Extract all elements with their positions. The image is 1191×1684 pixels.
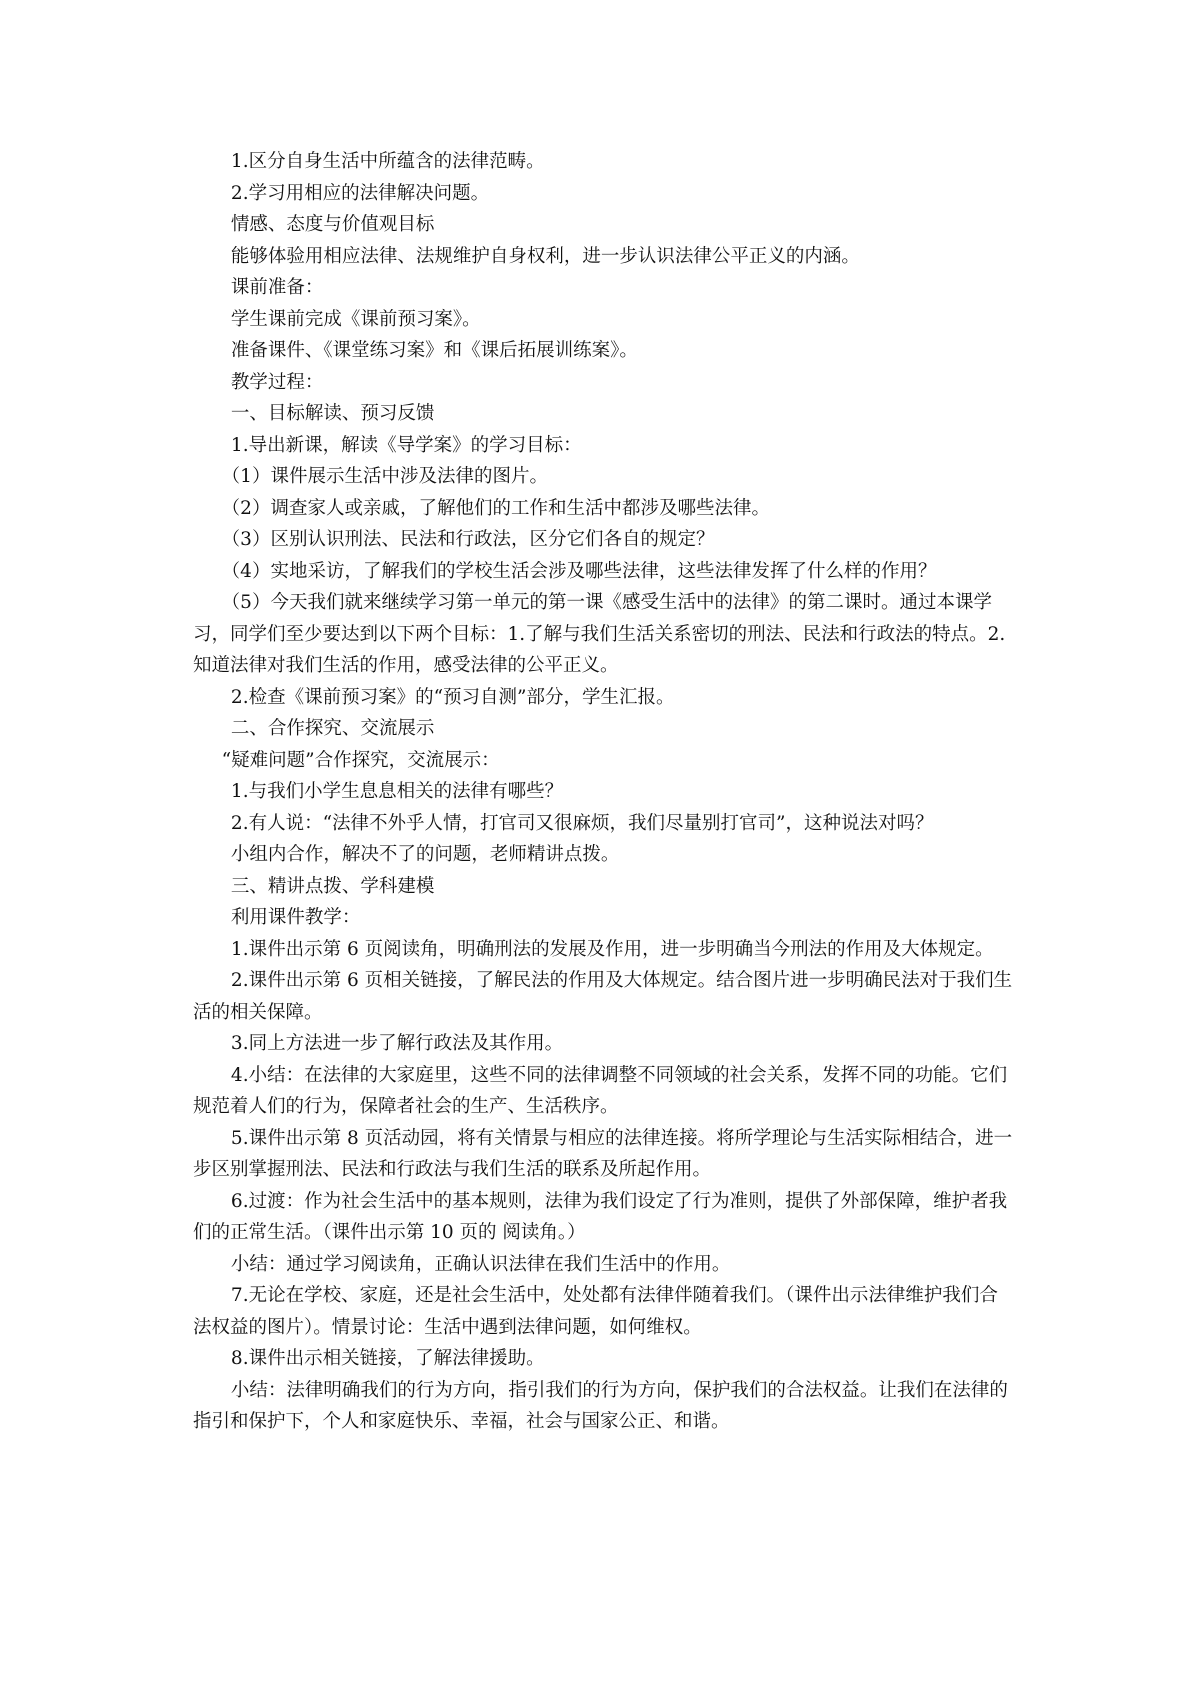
paragraph: 学生课前完成《课前预习案》。 bbox=[230, 308, 481, 330]
list-item: 5.课件出示第 8 页活动园，将有关情景与相应的法律连接。将所学理论与生活实际相结合，进一步区别掌握刑法、民法和行政法与我们生活的联系及所起作用。 bbox=[193, 1127, 1013, 1180]
paragraph: 1.导出新课，解读《导学案》的学习目标： bbox=[230, 434, 582, 456]
section-heading: 二、合作探究、交流展示 bbox=[230, 718, 435, 739]
list-item: （2）调查家人或亲戚，了解他们的工作和生活中都涉及哪些法律。 bbox=[221, 497, 770, 519]
paragraph: 利用课件教学： bbox=[230, 907, 361, 928]
list-item: （5）今天我们就来继续学习第一单元的第一课《感受生活中的法律》的第二课时。通过本课学习，同学们至少要达到以下两个目标：1.了解与我们生活关系密切的刑法、民法和行政法的特点。2.知道法律对我们生活的作用，感受法律的公平正义。 bbox=[193, 592, 1006, 676]
list-item: 4.小结：在法律的大家庭里，这些不同的法律调整不同领域的社会关系，发挥不同的功能。它们规范着人们的行为，保障者社会的生产、生活秩序。 bbox=[193, 1064, 1008, 1117]
list-item: （1）课件展示生活中涉及法律的图片。 bbox=[221, 466, 548, 487]
list-item: 2.课件出示第 6 页相关链接，了解民法的作用及大体规定。结合图片进一步明确民法对于我们生活的相关保障。 bbox=[193, 970, 1013, 1023]
paragraph: 能够体验用相应法律、法规维护自身权利，进一步认识法律公平正义的内涵。 bbox=[230, 245, 860, 267]
section-heading: 一、目标解读、预习反馈 bbox=[230, 403, 435, 424]
paragraph: 小组内合作，解决不了的问题，老师精讲点拨。 bbox=[230, 844, 620, 865]
list-item: 2.有人说：“法律不外乎人情，打官司又很麻烦，我们尽量别打官司”，这种说法对吗？ bbox=[230, 812, 934, 834]
list-item: 8.课件出示相关链接，了解法律援助。 bbox=[230, 1348, 545, 1369]
section-heading: 课前准备： bbox=[230, 277, 324, 298]
document-body bbox=[193, 146, 1015, 1438]
paragraph: 准备课件、《课堂练习案》和《课后拓展训练案》。 bbox=[230, 340, 638, 361]
summary: 小结：通过学习阅读角，正确认识法律在我们生活中的作用。 bbox=[230, 1253, 731, 1275]
list-item: 3.同上方法进一步了解行政法及其作用。 bbox=[230, 1033, 564, 1054]
list-item: （4）实地采访，了解我们的学校生活会涉及哪些法律，这些法律发挥了什么样的作用？ bbox=[221, 560, 937, 582]
section-heading: 教学过程： bbox=[230, 371, 324, 393]
paragraph: 1.区分自身生活中所蕴含的法律范畴。 bbox=[230, 151, 545, 172]
list-item: 6.过渡：作为社会生活中的基本规则，法律为我们设定了行为准则，提供了外部保障，维护者我们的正常生活。（课件出示第 10 页的 阅读角。） bbox=[193, 1190, 1008, 1243]
list-item: 7.无论在学校、家庭，还是社会生活中，处处都有法律伴随着我们。（课件出示法律维护我们合法权益的图片）。情景讨论：生活中遇到法律问题，如何维权。 bbox=[193, 1285, 998, 1338]
section-heading: 三、精讲点拨、学科建模 bbox=[230, 875, 435, 897]
list-item: 1.课件出示第 6 页阅读角，明确刑法的发展及作用，进一步明确当今刑法的作用及大体规定。 bbox=[230, 938, 994, 960]
paragraph: “疑难问题”合作探究，交流展示： bbox=[221, 749, 500, 771]
section-heading: 情感、态度与价值观目标 bbox=[230, 214, 435, 235]
list-item: 1.与我们小学生息息相关的法律有哪些？ bbox=[230, 781, 564, 802]
summary: 小结：法律明确我们的行为方向，指引我们的行为方向，保护我们的合法权益。让我们在法律的指引和保护下，个人和家庭快乐、幸福，社会与国家公正、和谐。 bbox=[193, 1379, 1008, 1432]
list-item: （3）区别认识刑法、民法和行政法，区分它们各自的规定？ bbox=[221, 529, 715, 550]
paragraph: 2.检查《课前预习案》的“预习自测”部分，学生汇报。 bbox=[230, 686, 675, 708]
paragraph: 2.学习用相应的法律解决问题。 bbox=[230, 182, 490, 204]
